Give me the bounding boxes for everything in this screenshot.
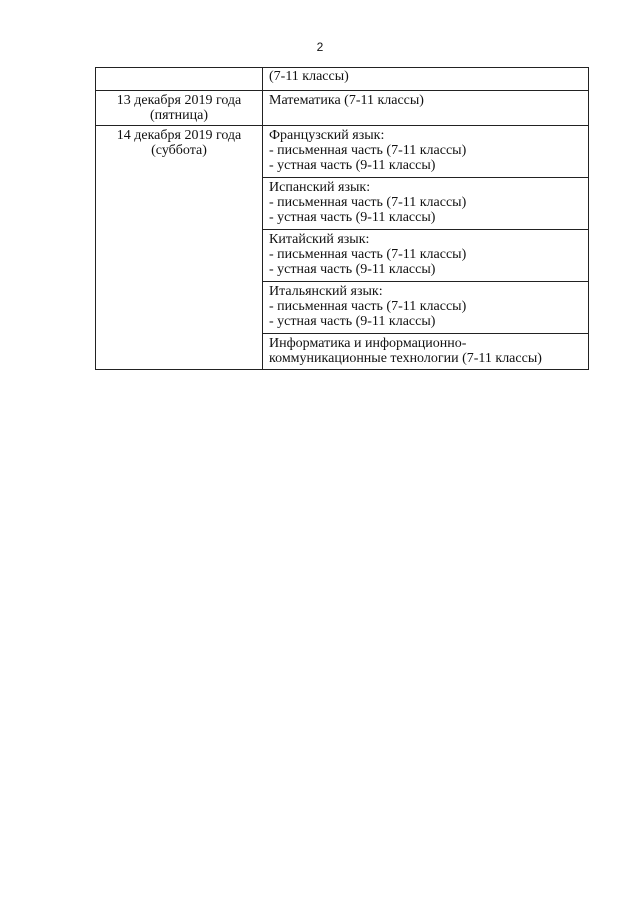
subject-line: - письменная часть (7-11 классы): [269, 143, 467, 158]
subject-title: Информатика и информационно-: [269, 336, 467, 351]
subject-title: Китайский язык:: [269, 232, 370, 247]
subject-line: (7-11 классы): [269, 69, 349, 84]
date-text: 13 декабря 2019 года: [116, 93, 242, 108]
subject-cell-informatics: [263, 334, 589, 370]
table-row: [96, 126, 589, 178]
date-cell: [96, 91, 263, 126]
subject-title: Испанский язык:: [269, 180, 371, 195]
page-number: 2: [316, 40, 324, 54]
subject-line: - устная часть (9-11 классы): [269, 262, 436, 277]
subject-cell: [263, 68, 589, 91]
subject-cell-spanish: [263, 178, 589, 230]
table-row: [96, 91, 589, 126]
subject-title: Итальянский язык:: [269, 284, 383, 299]
subject-line: - устная часть (9-11 классы): [269, 158, 436, 173]
subject-line: - устная часть (9-11 классы): [269, 210, 436, 225]
subject-line: - устная часть (9-11 классы): [269, 314, 436, 329]
subject-line: - письменная часть (7-11 классы): [269, 195, 467, 210]
subject-line: Математика (7-11 классы): [269, 93, 424, 108]
subject-cell-italian: [263, 282, 589, 334]
subject-cell-french: [263, 126, 589, 178]
subject-line: - письменная часть (7-11 классы): [269, 299, 467, 314]
weekday-text: (пятница): [149, 108, 209, 123]
olympiad-schedule-table: [95, 67, 589, 370]
subject-cell: [263, 91, 589, 126]
weekday-text: (суббота): [151, 143, 207, 158]
subject-cell-chinese: [263, 230, 589, 282]
table-row: [96, 68, 589, 91]
subject-title: Французский язык:: [269, 128, 385, 143]
subject-line: - письменная часть (7-11 классы): [269, 247, 467, 262]
date-text: 14 декабря 2019 года: [116, 128, 242, 143]
date-cell: [96, 68, 263, 91]
date-cell: [96, 126, 263, 370]
subject-line: коммуникационные технологии (7-11 классы): [269, 351, 542, 366]
